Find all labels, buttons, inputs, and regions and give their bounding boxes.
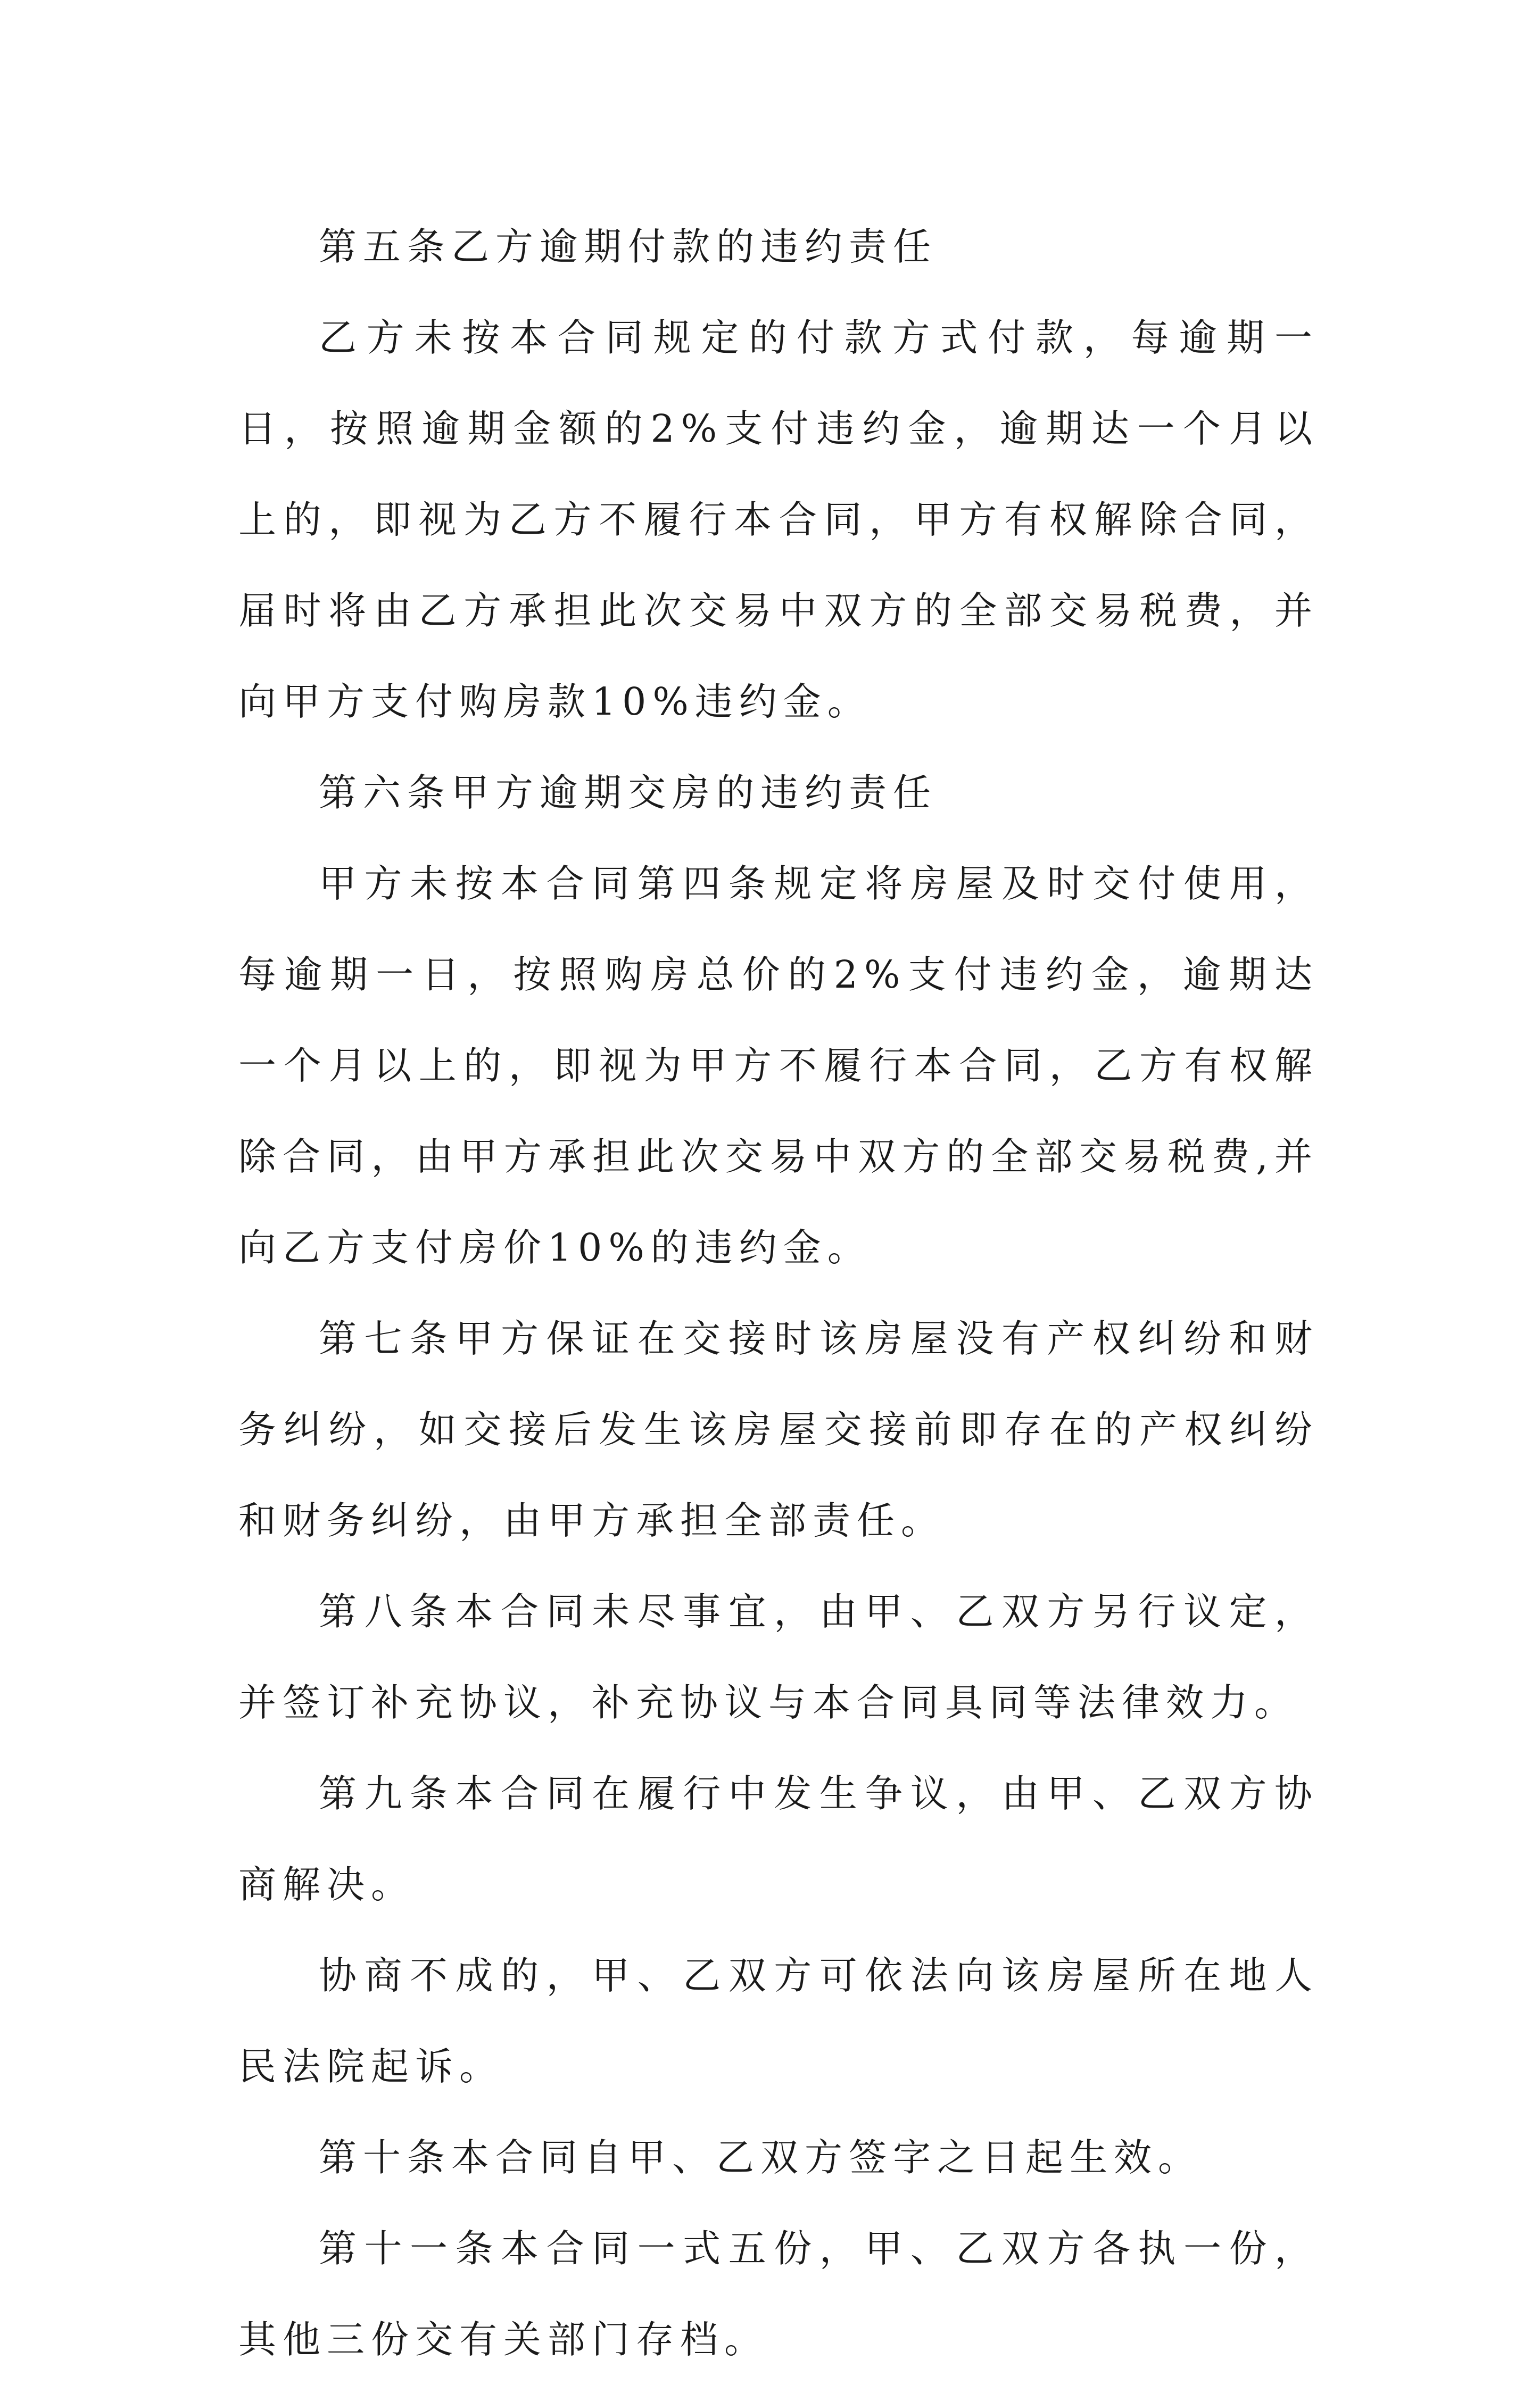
article-7-paragraph: 第七条甲方保证在交接时该房屋没有产权纠纷和财务纠纷，如交接后发生该房屋交接前即存在的产权纠纷和财务纠纷，由甲方承担全部责任。 — [238, 1316, 1319, 1543]
article-9-continuation: 协商不成的，甲、乙双方可依法向该房屋所在地人民法院起诉。 — [238, 1953, 1319, 2089]
article-11-paragraph: 第十一条本合同一式五份，甲、乙双方各执一份，其他三份交有关部门存档。 — [238, 2226, 1319, 2362]
article-5-heading: 第五条乙方逾期付款的违约责任 — [319, 225, 938, 269]
article-10-paragraph: 第十条本合同自甲、乙双方签字之日起生效。 — [319, 2135, 1203, 2180]
article-8-paragraph: 第八条本合同未尽事宜，由甲、乙双方另行议定，并签订补充协议，补充协议与本合同具同等法律效力。 — [238, 1589, 1319, 1725]
article-5-body: 乙方未按本合同规定的付款方式付款，每逾期一日，按照逾期金额的2%支付违约金，逾期达一个月以上的，即视为乙方不履行本合同，甲方有权解除合同，届时将由乙方承担此次交易中双方的全部交易税费，并向甲方支付购房款10%违约金。 — [238, 316, 1319, 724]
document-page — [238, 201, 1319, 2385]
article-6-heading: 第六条甲方逾期交房的违约责任 — [319, 771, 938, 815]
article-6-body: 甲方未按本合同第四条规定将房屋及时交付使用，每逾期一日，按照购房总价的2%支付违约金，逾期达一个月以上的，即视为甲方不履行本合同，乙方有权解除合同，由甲方承担此次交易中双方的全部交易税费,并向乙方支付房价10%的违约金。 — [238, 862, 1319, 1270]
article-9-paragraph: 第九条本合同在履行中发生争议，由甲、乙双方协商解决。 — [238, 1771, 1319, 1907]
